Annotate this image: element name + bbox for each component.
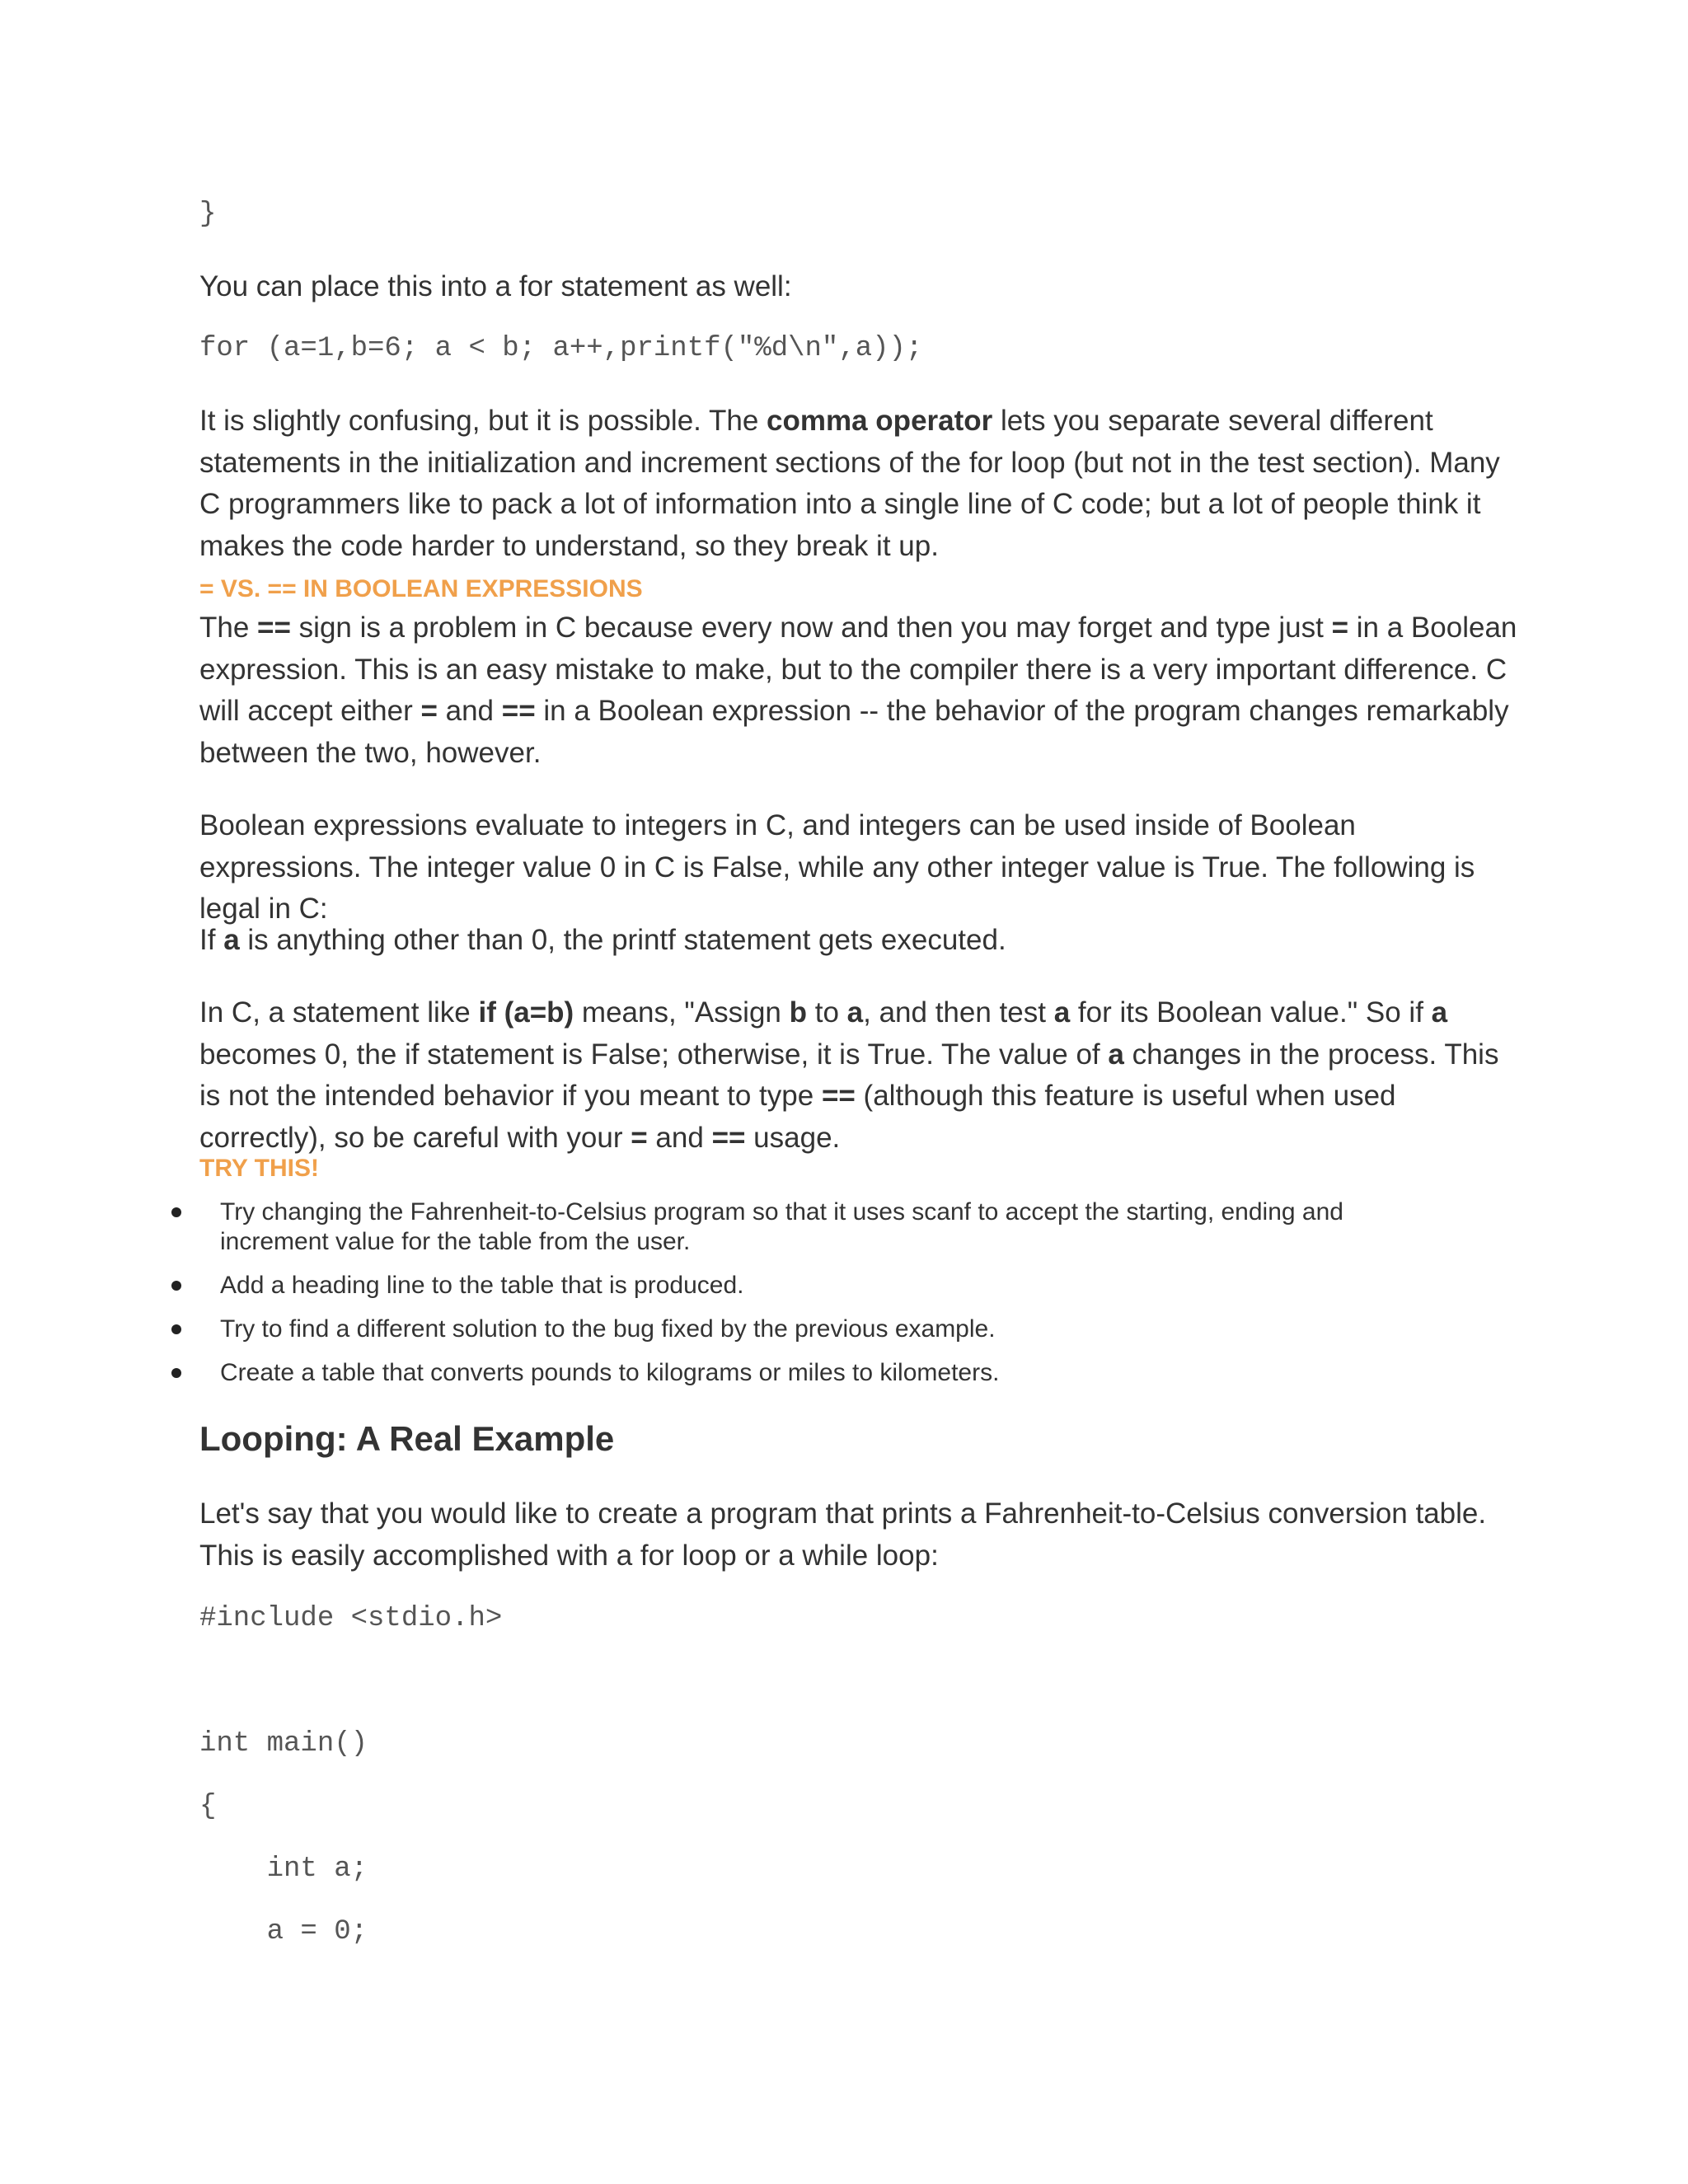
list-item: Try to find a different solution to the bug fixed by the previous example. [169,1315,1405,1344]
paragraph-assign-test: In C, a statement like if (a=b) means, "Assign b to a, and then test a for its Boolean value." So if a becomes 0, the if statement is False; otherwise, it is True. The value of a changes in the process. This is not the intended behavior if you meant to type == (although this feature is useful when used correctly), so be careful with your = and == usage. [199,996,1499,1154]
code-main: int main() [199,1728,368,1760]
try-this-list [169,1197,1405,1388]
bullet-icon [171,1207,181,1217]
paragraph-if-a: If a is anything other than 0, the printf statement gets executed. [199,924,1006,956]
list-item: Try changing the Fahrenheit-to-Celsius program so that it uses scanf to accept the starting, ending and increment value for the table from the user. [169,1197,1405,1257]
heading-try-this: TRY THIS! [199,1155,320,1182]
heading-looping-example: Looping: A Real Example [199,1419,615,1458]
paragraph-eqeq-problem: The == sign is a problem in C because every now and then you may forget and type just = in a Boolean expression. This is an easy mistake to make, but to the compiler there is a very important difference. C will accept either = and == in a Boolean expression -- the behavior of the program changes remarkably between the two, however. [199,612,1517,769]
code-assignment: a = 0; [199,1916,368,1947]
bullet-icon [171,1368,181,1378]
heading-boolean-expressions: = VS. == IN BOOLEAN EXPRESSIONS [199,575,643,602]
bold-comma-operator: comma operator [767,405,993,437]
code-closing-brace: } [199,199,217,230]
code-open-brace: { [199,1791,217,1822]
code-for-statement: for (a=1,b=6; a < b; a++,printf("%d\n",a)); [199,333,923,364]
list-item: Add a heading line to the table that is produced. [169,1271,1405,1301]
paragraph-comma-operator: It is slightly confusing, but it is possible. The comma operator lets you separate several different statements in the initialization and increment sections of the for loop (but not in the test section). Many C programmers like to pack a lot of information into a single line of C code; but a lot of people think it makes the code harder to understand, so they break it up. [199,405,1500,562]
bullet-icon [171,1281,181,1291]
list-item: Create a table that converts pounds to kilograms or miles to kilometers. [169,1358,1405,1388]
paragraph-boolean-integers: Boolean expressions evaluate to integers in C, and integers can be used inside of Boolean expressions. The integer value 0 in C is False, while any other integer value is True. The following is legal in C: [199,809,1475,925]
code-include: #include <stdio.h> [199,1603,503,1634]
bullet-icon [171,1324,181,1334]
paragraph-for-statement: You can place this into a for statement as well: [199,270,792,302]
code-declaration: int a; [199,1854,368,1885]
paragraph-looping-intro: Let's say that you would like to create a program that prints a Fahrenheit-to-Celsius conversion table. This is easily accomplished with a for loop or a while loop: [199,1497,1487,1572]
